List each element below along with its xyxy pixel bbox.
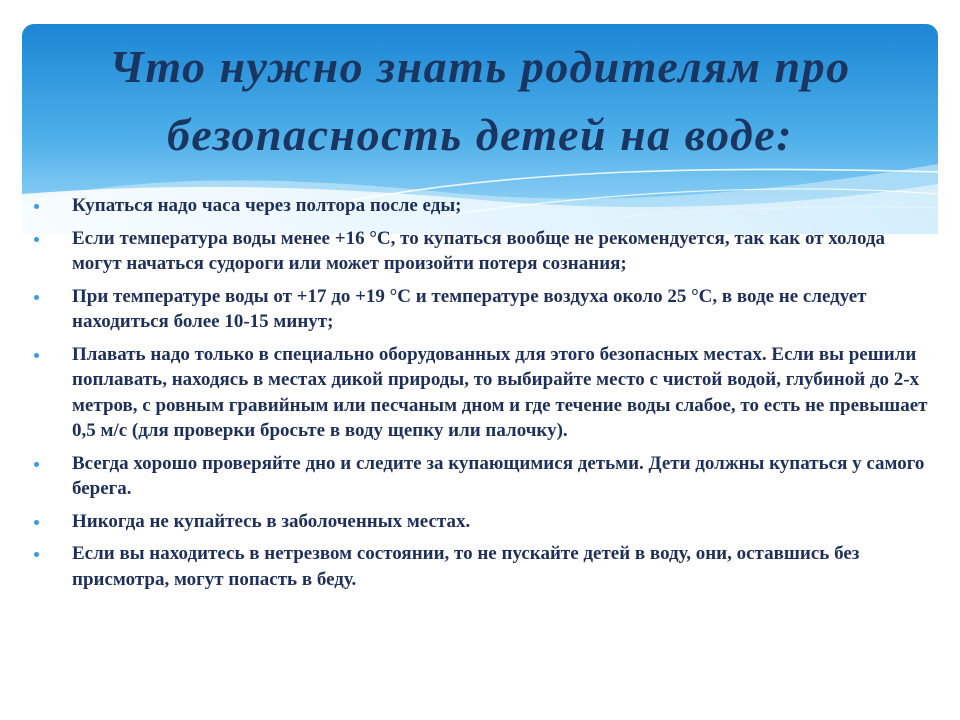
bullet-dot-icon [34,462,39,467]
bullet-text: При температуре воды от +17 до +19 °С и температуре воздуха около 25 °С, в воде не следует находиться более 10-15 минут; [72,285,867,332]
list-item [28,284,938,335]
bullet-text: Купаться надо часа через полтора после еды; [72,195,462,216]
slide-title [22,33,938,169]
list-item [28,193,938,219]
bullet-dot-icon [34,237,39,242]
title-line-1: Что нужно знать родителям про [109,41,851,92]
bullet-dot-icon [34,204,39,209]
bullet-dot-icon [34,520,39,525]
bullet-text: Если температура воды менее +16 °С, то купаться вообще не рекомендуется, так как от холода могут начаться судороги или может произойти потеря сознания; [72,227,886,274]
bullet-text: Плавать надо только в специально оборудованных для этого безопасных местах. Если вы решили поплавать, находясь в местах дикой природы, то выбирайте место с чистой водой, глубиной до 2-х метров, с ровным гравийным или песчаным дном и где течение воды слабое, то есть не превышает 0,5 м/с (для проверки бросьте в воду щепку или палочку). [72,343,928,441]
list-item [28,451,938,502]
list-item [28,509,938,535]
bullet-dot-icon [34,295,39,300]
list-item [28,226,938,277]
bullet-text: Всегда хорошо проверяйте дно и следите за купающимися детьми. Дети должны купаться у самого берега. [72,452,925,499]
bullet-dot-icon [34,353,39,358]
list-item [28,541,938,592]
bullet-text: Никогда не купайтесь в заболоченных местах. [72,510,471,532]
bullet-list [28,193,938,599]
bullet-dot-icon [34,552,39,557]
bullet-text: Если вы находитесь в нетрезвом состоянии, то не пускайте детей в воду, они, оставшись без присмотра, могут попасть в беду. [72,543,860,590]
title-line-2: безопасность детей на воде: [166,109,794,160]
list-item [28,342,938,444]
